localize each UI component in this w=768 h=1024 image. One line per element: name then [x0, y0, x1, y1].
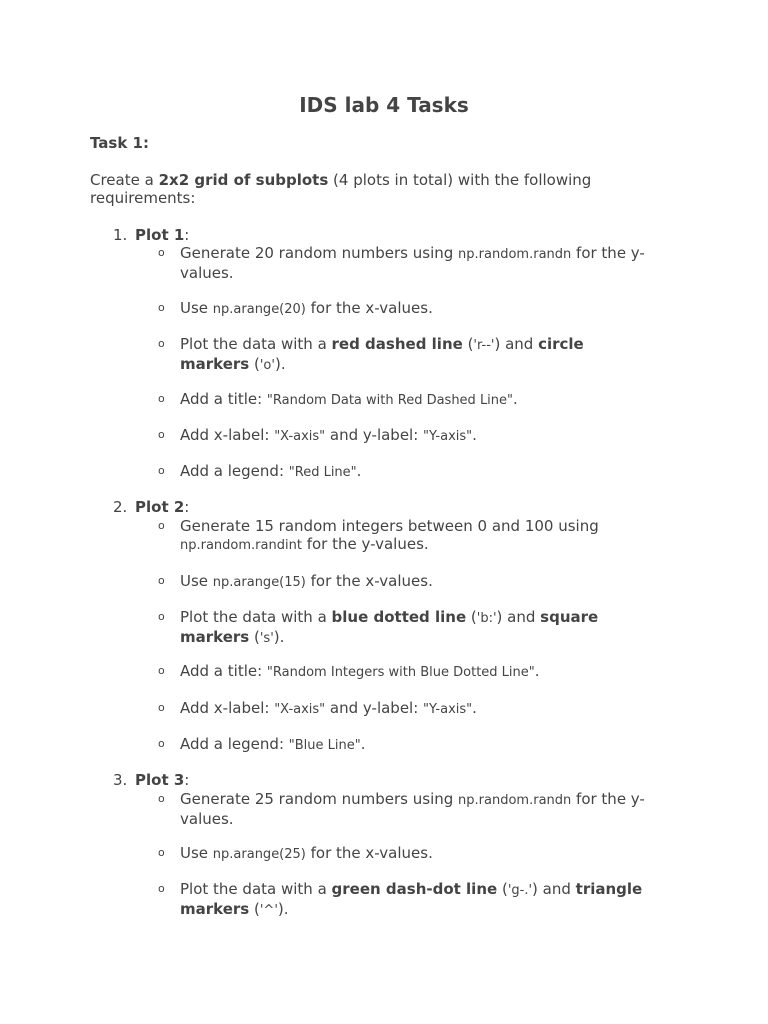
list-number: 2. — [113, 498, 128, 516]
item-text: ( — [249, 628, 260, 646]
item-code: "Y-axis" — [423, 702, 473, 717]
document-title: IDS lab 4 Tasks — [299, 93, 469, 117]
list-item — [158, 790, 650, 828]
item-code: np.arange(15) — [212, 575, 306, 590]
item-text: Generate 20 random numbers using — [180, 244, 459, 262]
plot-name: Plot 2 — [135, 498, 185, 516]
item-code: np.random.randn — [458, 247, 572, 262]
item-text: . — [534, 662, 540, 680]
list-item — [158, 426, 650, 446]
list-item — [158, 390, 650, 410]
item-code: np.arange(20) — [212, 302, 306, 317]
bullet-icon: o — [158, 882, 165, 895]
item-text: Add a title: — [180, 390, 267, 408]
intro-text: Create a — [90, 171, 159, 189]
item-text: for the x-values. — [305, 572, 433, 590]
item-code: '^' — [259, 903, 278, 918]
colon: : — [184, 226, 190, 244]
bullet-icon: o — [158, 337, 165, 350]
item-text: for the y-values. — [180, 790, 645, 828]
bullet-icon: o — [158, 664, 165, 677]
bullet-icon: o — [158, 792, 165, 805]
bullet-icon: o — [158, 846, 165, 859]
item-text: and y-label: — [325, 426, 424, 444]
item-text: Add a title: — [180, 662, 267, 680]
bullet-icon: o — [158, 737, 165, 750]
bullet-icon: o — [158, 392, 165, 405]
item-code: 'o' — [259, 358, 275, 373]
colon: : — [184, 771, 190, 789]
item-text: ). — [273, 628, 285, 646]
item-code: "Blue Line" — [288, 738, 361, 753]
list-item — [158, 608, 650, 648]
item-text: Add x-label: — [180, 699, 275, 717]
item-code: np.random.randint — [180, 538, 302, 553]
intro-bold: 2x2 grid of subplots — [158, 171, 329, 189]
item-text: Use — [180, 844, 213, 862]
item-text: for the x-values. — [305, 844, 433, 862]
bullet-icon: o — [158, 301, 165, 314]
item-code: "Random Integers with Blue Dotted Line" — [266, 665, 535, 680]
item-text: . — [513, 390, 518, 408]
item-text: Use — [180, 572, 213, 590]
item-text: Plot the data with a — [180, 608, 332, 626]
plot-2-heading — [113, 498, 189, 516]
item-text: for the y-values. — [180, 244, 645, 282]
item-text: ( — [249, 900, 260, 918]
item-bold: triangle markers — [180, 880, 643, 918]
item-bold: red dashed line — [331, 335, 463, 353]
bullet-icon: o — [158, 701, 165, 714]
item-text: . — [360, 735, 366, 753]
item-bold: green dash-dot line — [331, 880, 498, 898]
item-code: "X-axis" — [274, 702, 326, 717]
item-code: np.random.randn — [458, 793, 572, 808]
item-code: 'r--' — [473, 338, 495, 353]
item-code: 's' — [259, 631, 274, 646]
plot-3-heading — [113, 771, 189, 789]
item-text: Generate 25 random numbers using — [180, 790, 459, 808]
item-text: ( — [497, 880, 508, 898]
item-text: ( — [249, 355, 260, 373]
item-text: Add a legend: — [180, 735, 289, 753]
item-code: "X-axis" — [274, 429, 326, 444]
item-code: "Red Line" — [288, 465, 357, 480]
task-heading: Task 1: — [90, 134, 149, 152]
plot-1-heading — [113, 226, 189, 244]
item-text: Add a legend: — [180, 462, 289, 480]
list-item — [158, 299, 650, 319]
bullet-icon: o — [158, 428, 165, 441]
intro-paragraph — [90, 171, 650, 207]
list-item — [158, 517, 650, 555]
list-item — [158, 244, 650, 282]
list-item — [158, 572, 650, 592]
list-item — [158, 844, 650, 864]
intro-text-end: (4 plots in total) with the following requirements: — [90, 171, 592, 207]
list-number: 1. — [113, 226, 128, 244]
list-item — [158, 462, 650, 482]
item-text: ). — [274, 355, 286, 373]
item-text: ) and — [496, 608, 541, 626]
list-item — [158, 662, 650, 682]
item-text: Generate 15 random integers between 0 and 100 using — [180, 517, 599, 535]
item-text: for the x-values. — [305, 299, 433, 317]
bullet-icon: o — [158, 610, 165, 623]
item-code: np.arange(25) — [212, 847, 306, 862]
item-text: . — [356, 462, 362, 480]
list-item — [158, 335, 650, 375]
item-text: ) and — [532, 880, 576, 898]
item-text: ) and — [494, 335, 539, 353]
item-text: and y-label: — [325, 699, 424, 717]
item-text: for the y-values. — [301, 535, 429, 553]
item-bold: blue dotted line — [331, 608, 467, 626]
list-number: 3. — [113, 771, 128, 789]
item-text: . — [472, 699, 477, 717]
item-text: Plot the data with a — [180, 335, 332, 353]
item-text: . — [472, 426, 477, 444]
item-bold: circle markers — [180, 335, 584, 373]
item-code: 'b:' — [476, 611, 497, 626]
item-text: ( — [466, 608, 477, 626]
colon: : — [184, 498, 190, 516]
bullet-icon: o — [158, 519, 165, 532]
item-bold: square markers — [180, 608, 599, 646]
list-item — [158, 735, 650, 755]
bullet-icon: o — [158, 574, 165, 587]
item-code: "Y-axis" — [423, 429, 473, 444]
list-item — [158, 880, 650, 920]
plot-name: Plot 3 — [135, 771, 185, 789]
item-code: 'g-.' — [507, 883, 533, 898]
plot-name: Plot 1 — [135, 226, 185, 244]
item-text: Plot the data with a — [180, 880, 332, 898]
item-text: Add x-label: — [180, 426, 275, 444]
bullet-icon: o — [158, 464, 165, 477]
item-text: ). — [277, 900, 289, 918]
list-item — [158, 699, 650, 719]
item-text: ( — [462, 335, 474, 353]
bullet-icon: o — [158, 246, 165, 259]
item-code: "Random Data with Red Dashed Line" — [266, 393, 514, 408]
item-text: Use — [180, 299, 213, 317]
